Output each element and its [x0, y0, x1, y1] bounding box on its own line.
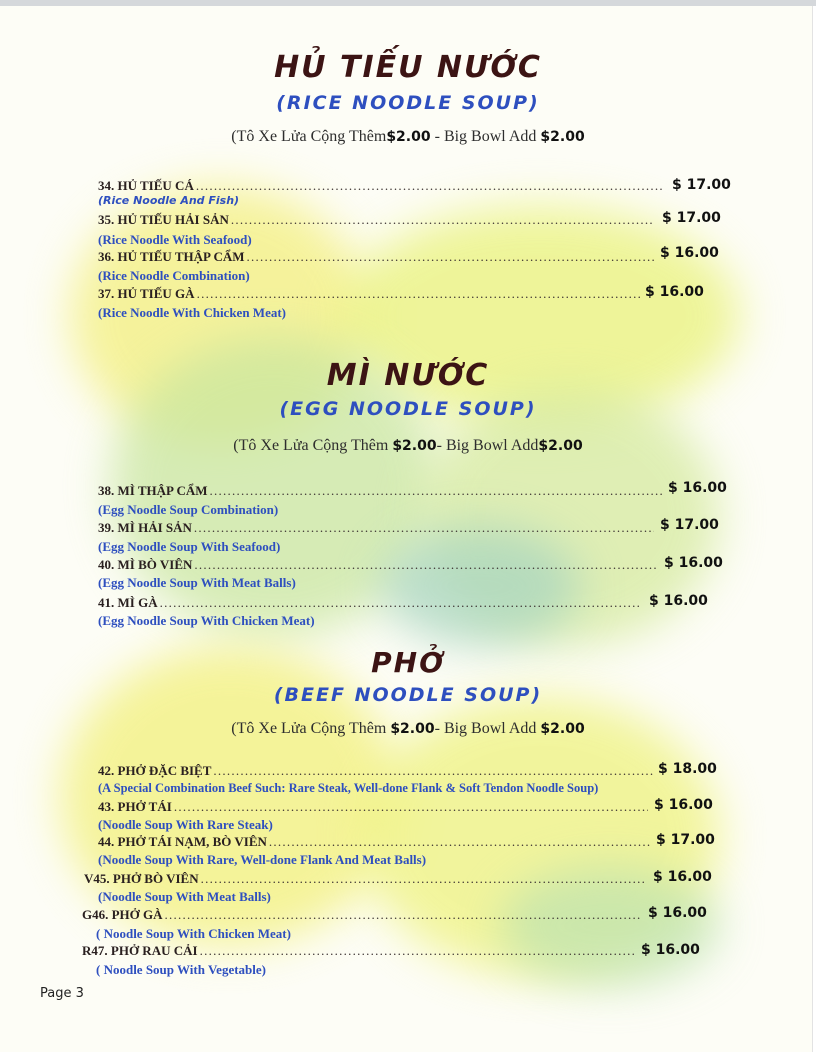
menu-item: 35. HỦ TIẾU HẢI SẢN . . . — [98, 212, 654, 228]
menu-item-description: (Egg Noodle Soup With Meat Balls) — [98, 575, 296, 590]
menu-item: 36. HỦ TIẾU THẬP CẨM . . . — [98, 249, 654, 265]
menu-item-description: ( Noodle Soup With Vegetable) — [96, 962, 266, 977]
menu-item-price: $ 16.00 — [653, 869, 712, 885]
note-text: - Big Bowl Add — [434, 128, 537, 145]
leader-dots — [194, 557, 658, 573]
menu-item-description: (Egg Noodle Soup With Chicken Meat) — [98, 613, 315, 628]
menu-item: 40. MÌ BÒ VIÊN . . . — [98, 557, 658, 573]
big-bowl-note — [0, 128, 816, 146]
menu-item-price: $ 17.00 — [662, 210, 721, 226]
menu-item-price: $ 17.00 — [656, 832, 715, 848]
note-amount: $2.00 — [540, 129, 585, 145]
menu-item-price: $ 16.00 — [645, 284, 704, 300]
menu-item: 41. MÌ GÀ . . . — [98, 595, 642, 611]
section-subtitle: (BEEF NOODLE SOUP) — [273, 684, 543, 706]
menu-item-price: $ 18.00 — [658, 761, 717, 777]
menu-item: 37. HỦ TIẾU GÀ . . . — [98, 286, 640, 302]
menu-item-description: (Rice Noodle And Fish) — [98, 194, 240, 207]
page-number: Page 3 — [40, 986, 84, 1001]
leader-dots — [201, 871, 646, 887]
menu-item: 44. PHỞ TÁI NẠM, BÒ VIÊN . . . — [98, 834, 650, 850]
menu-item-description: (A Special Combination Beef Such: Rare Steak, Well-done Flank & Soft Tendon Noodle Soup) — [98, 781, 599, 795]
menu-item-price: $ 17.00 — [672, 177, 731, 193]
leader-dots — [174, 799, 648, 815]
leader-dots — [247, 249, 654, 265]
menu-item-price: $ 16.00 — [664, 555, 723, 571]
leader-dots — [231, 212, 654, 228]
note-text: (Tô Xe Lửa Cộng Thêm — [231, 128, 387, 145]
menu-item-description: (Noodle Soup With Rare Steak) — [98, 817, 273, 832]
section-title: PHỞ — [371, 646, 445, 679]
leader-dots — [160, 595, 642, 611]
note-amount: $2.00 — [390, 721, 435, 737]
watercolor-wash — [380, 526, 580, 646]
note-text: - Big Bowl Add — [434, 720, 537, 737]
menu-item-description: ( Noodle Soup With Chicken Meat) — [96, 926, 291, 941]
menu-item-description: (Egg Noodle Soup Combination) — [98, 502, 279, 517]
leader-dots — [269, 834, 650, 850]
menu-item: V45. PHỞ BÒ VIÊN . . . — [84, 871, 646, 887]
menu-item-description: (Noodle Soup With Rare, Well-done Flank And Meat Balls) — [98, 852, 427, 867]
menu-item-price: $ 17.00 — [660, 517, 719, 533]
note-amount: $2.00 — [538, 438, 583, 454]
menu-item-description: (Rice Noodle With Chicken Meat) — [98, 305, 286, 320]
menu-item: 38. MÌ THẬP CẨM . . . — [98, 483, 664, 499]
menu-item-price: $ 16.00 — [660, 245, 719, 261]
note-amount: $2.00 — [392, 438, 437, 454]
section-title: MÌ NƯỚC — [326, 358, 490, 393]
menu-item-description: (Rice Noodle Combination) — [98, 268, 250, 283]
menu-item-price: $ 16.00 — [668, 480, 727, 496]
note-text: - Big Bowl Add — [436, 437, 539, 454]
leader-dots — [200, 943, 634, 959]
menu-item-description: (Egg Noodle Soup With Seafood) — [98, 539, 281, 554]
menu-item-description: (Noodle Soup With Meat Balls) — [98, 889, 271, 904]
menu-item: 43. PHỞ TÁI . . . — [98, 799, 648, 815]
menu-item: 42. PHỞ ĐẶC BIỆT . . . — [98, 763, 654, 779]
leader-dots — [210, 483, 664, 499]
menu-item-price: $ 16.00 — [648, 905, 707, 921]
menu-item: G46. PHỞ GÀ . . . — [82, 907, 640, 923]
menu-item: 34. HỦ TIẾU CÁ . . . — [98, 178, 664, 194]
big-bowl-note — [0, 720, 816, 738]
big-bowl-note — [0, 437, 816, 455]
section-title: HỦ TIẾU NƯỚC — [274, 50, 542, 85]
leader-dots — [194, 520, 654, 536]
section-subtitle: (EGG NOODLE SOUP) — [279, 398, 537, 420]
leader-dots — [196, 178, 664, 194]
leader-dots — [197, 286, 640, 302]
menu-item-description: (Rice Noodle With Seafood) — [98, 232, 252, 247]
menu-item: R47. PHỞ RAU CẢI . . . — [82, 943, 634, 959]
menu-item: 39. MÌ HẢI SẢN . . . — [98, 520, 654, 536]
note-text: (Tô Xe Lửa Cộng Thêm — [233, 437, 389, 454]
leader-dots — [213, 763, 654, 779]
leader-dots — [165, 907, 640, 923]
menu-item-price: $ 16.00 — [641, 942, 700, 958]
note-amount: $2.00 — [386, 129, 431, 145]
note-amount: $2.00 — [540, 721, 585, 737]
menu-item-price: $ 16.00 — [649, 593, 708, 609]
section-subtitle: (RICE NOODLE SOUP) — [276, 92, 540, 114]
menu-item-price: $ 16.00 — [654, 797, 713, 813]
note-text: (Tô Xe Lửa Cộng Thêm — [231, 720, 387, 737]
